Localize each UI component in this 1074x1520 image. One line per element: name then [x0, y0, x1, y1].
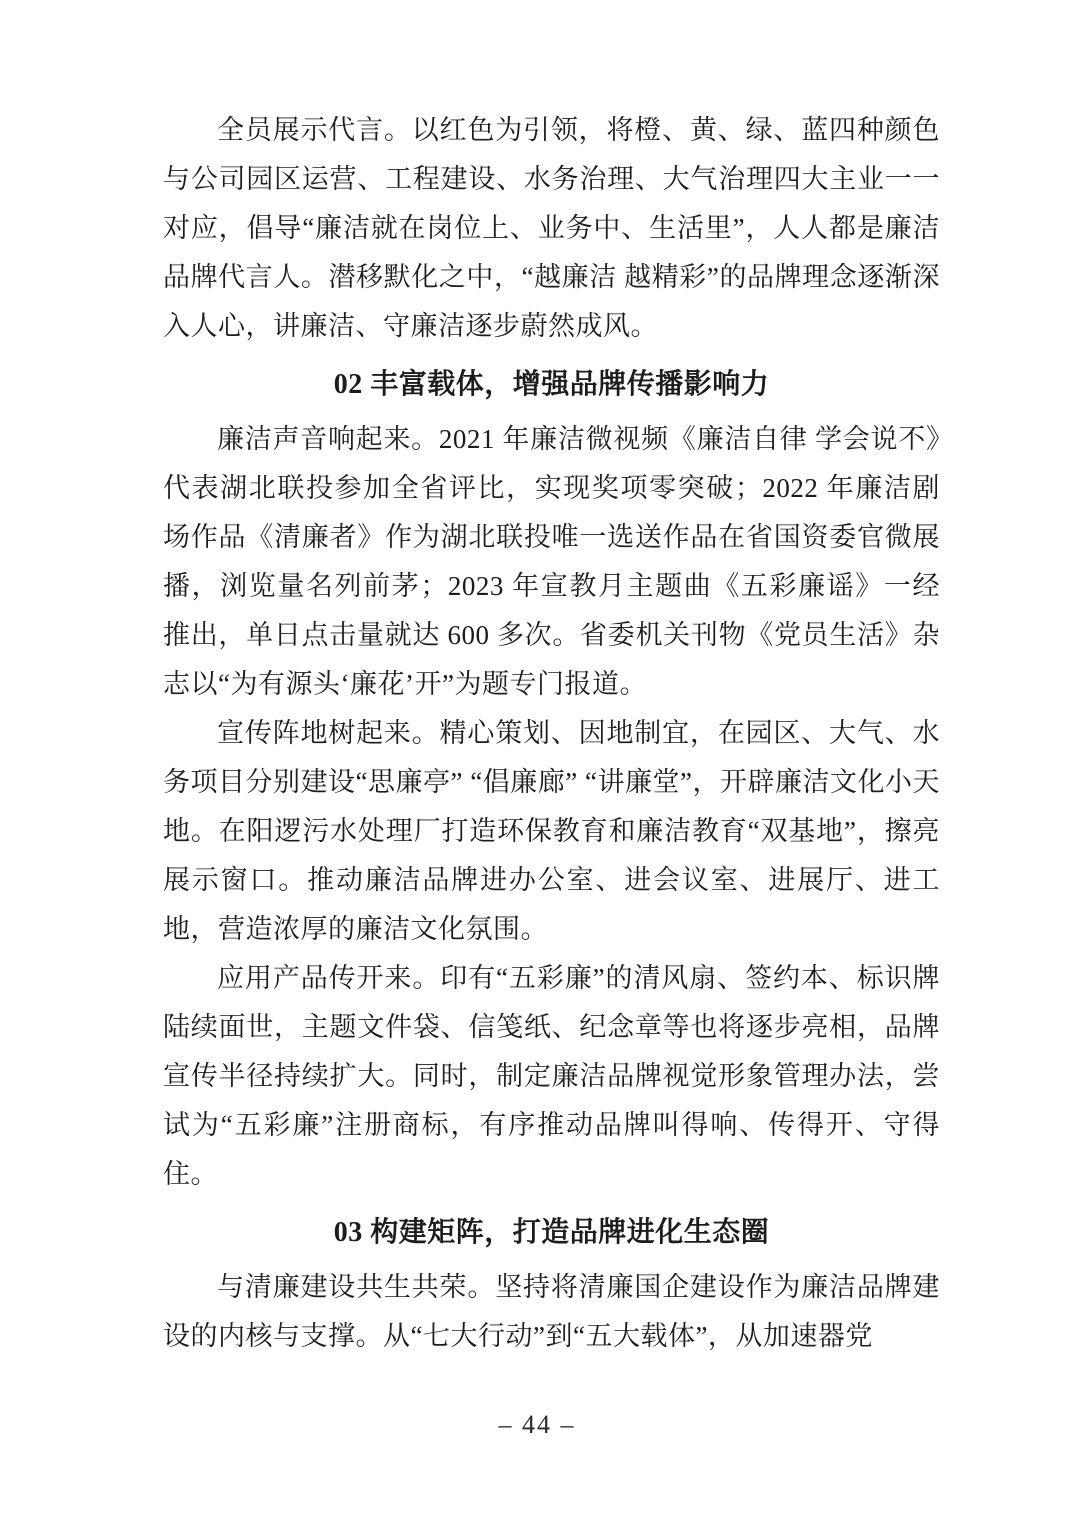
body-paragraph: 宣传阵地树起来。精心策划、因地制宜，在园区、大气、水务项目分别建设“思廉亭” “倡廉廊” “讲廉堂”，开辟廉洁文化小天地。在阳逻污水处理厂打造环保教育和廉洁教育“双基地”，擦亮展示窗口。推动廉洁品牌进办公室、进会议室、进展厅、进工地，营造浓厚的廉洁文化氛围。: [163, 718, 940, 944]
body-paragraph: 全员展示代言。以红色为引领，将橙、黄、绿、蓝四种颜色与公司园区运营、工程建设、水务治理、大气治理四大主业一一对应，倡导“廉洁就在岗位上、业务中、生活里”，人人都是廉洁品牌代言人。潜移默化之中，“越廉洁 越精彩”的品牌理念逐渐深入人心，讲廉洁、守廉洁逐步蔚然成风。: [163, 115, 940, 341]
section-heading: 02 丰富载体，增强品牌传播影响力: [333, 369, 770, 400]
page-number: – 44 –: [498, 1410, 576, 1439]
body-paragraph: 应用产品传开来。印有“五彩廉”的清风扇、签约本、标识牌陆续面世，主题文件袋、信笺纸、纪念章等也将逐步亮相，品牌宣传半径持续扩大。同时，制定廉洁品牌视觉形象管理办法，尝试为“五彩廉”注册商标，有序推动品牌叫得响、传得开、守得住。: [163, 963, 940, 1189]
page-footer: [0, 1408, 1074, 1442]
document-content: [163, 106, 940, 1361]
section-heading: 03 构建矩阵，打造品牌进化生态圈: [333, 1217, 770, 1248]
body-paragraph: 廉洁声音响起来。2021 年廉洁微视频《廉洁自律 学会说不》代表湖北联投参加全省评比，实现奖项零突破；2022 年廉洁剧场作品《清廉者》作为湖北联投唯一选送作品在省国资委官微展播，浏览量名列前茅；2023 年宣教月主题曲《五彩廉谣》一经推出，单日点击量就达 600 多次。省委机关刊物《党员生活》杂志以“为有源头‘廉花’开”为题专门报道。: [163, 424, 940, 699]
body-paragraph: 与清廉建设共生共荣。坚持将清廉国企建设作为廉洁品牌建设的内核与支撑。从“七大行动”到“五大载体”，从加速器党: [163, 1272, 940, 1351]
